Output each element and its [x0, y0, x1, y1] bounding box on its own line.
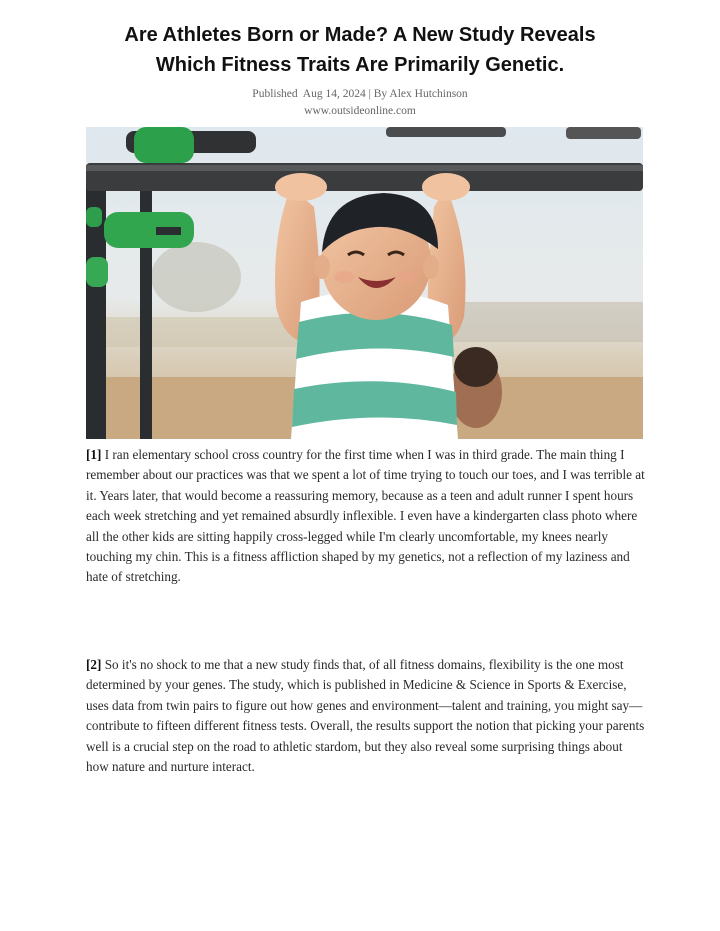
hero-photo	[86, 127, 643, 439]
title-line-1: Are Athletes Born or Made? A New Study Reveals	[124, 24, 596, 46]
paragraph-ref: [1]	[86, 447, 102, 462]
paragraph-text: I ran elementary school cross country for the first time when I was in third grade. The main thing I remember about our practices was that we spent a lot of time trying to touch our toes, and I was terrible at it. Years later, that would become a reassuring memory, because as a teen and adult runner I spent hours each week stretching and yet remained absurdly inflexible. I even have a kindergarten class photo where all the other kids are sitting happily cross-legged while I'm clearly uncomfortable, my knees nearly touching my chin. This is a fitness affliction shaped by my genetics, not a reflection of my laziness and hate of stretching.	[86, 447, 645, 585]
article-title	[60, 20, 660, 80]
paragraph-1	[86, 445, 646, 588]
paragraph-ref: [2]	[86, 657, 102, 672]
source-url: www.outsideonline.com	[304, 105, 416, 117]
paragraph-2	[86, 655, 646, 777]
title-line-2: Which Fitness Traits Are Primarily Genetic.	[155, 54, 565, 76]
byline: Published Aug 14, 2024 | By Alex Hutchinson	[252, 88, 468, 100]
article-meta	[60, 86, 660, 120]
smiling-baby-hanging-from-bar-icon	[86, 127, 643, 439]
paragraph-text: So it's no shock to me that a new study finds that, of all fitness domains, flexibility is the one most determined by your genes. The study, which is published in Medicine & Science in Sports & Exercise, uses data from twin pairs to figure out how genes and environment—talent and training, you might say—contribute to fifteen different fitness tests. Overall, the results support the notion that picking your parents well is a crucial step on the road to athletic stardom, but they also reveal some surprising things about how nature and nurture interact.	[86, 657, 645, 775]
